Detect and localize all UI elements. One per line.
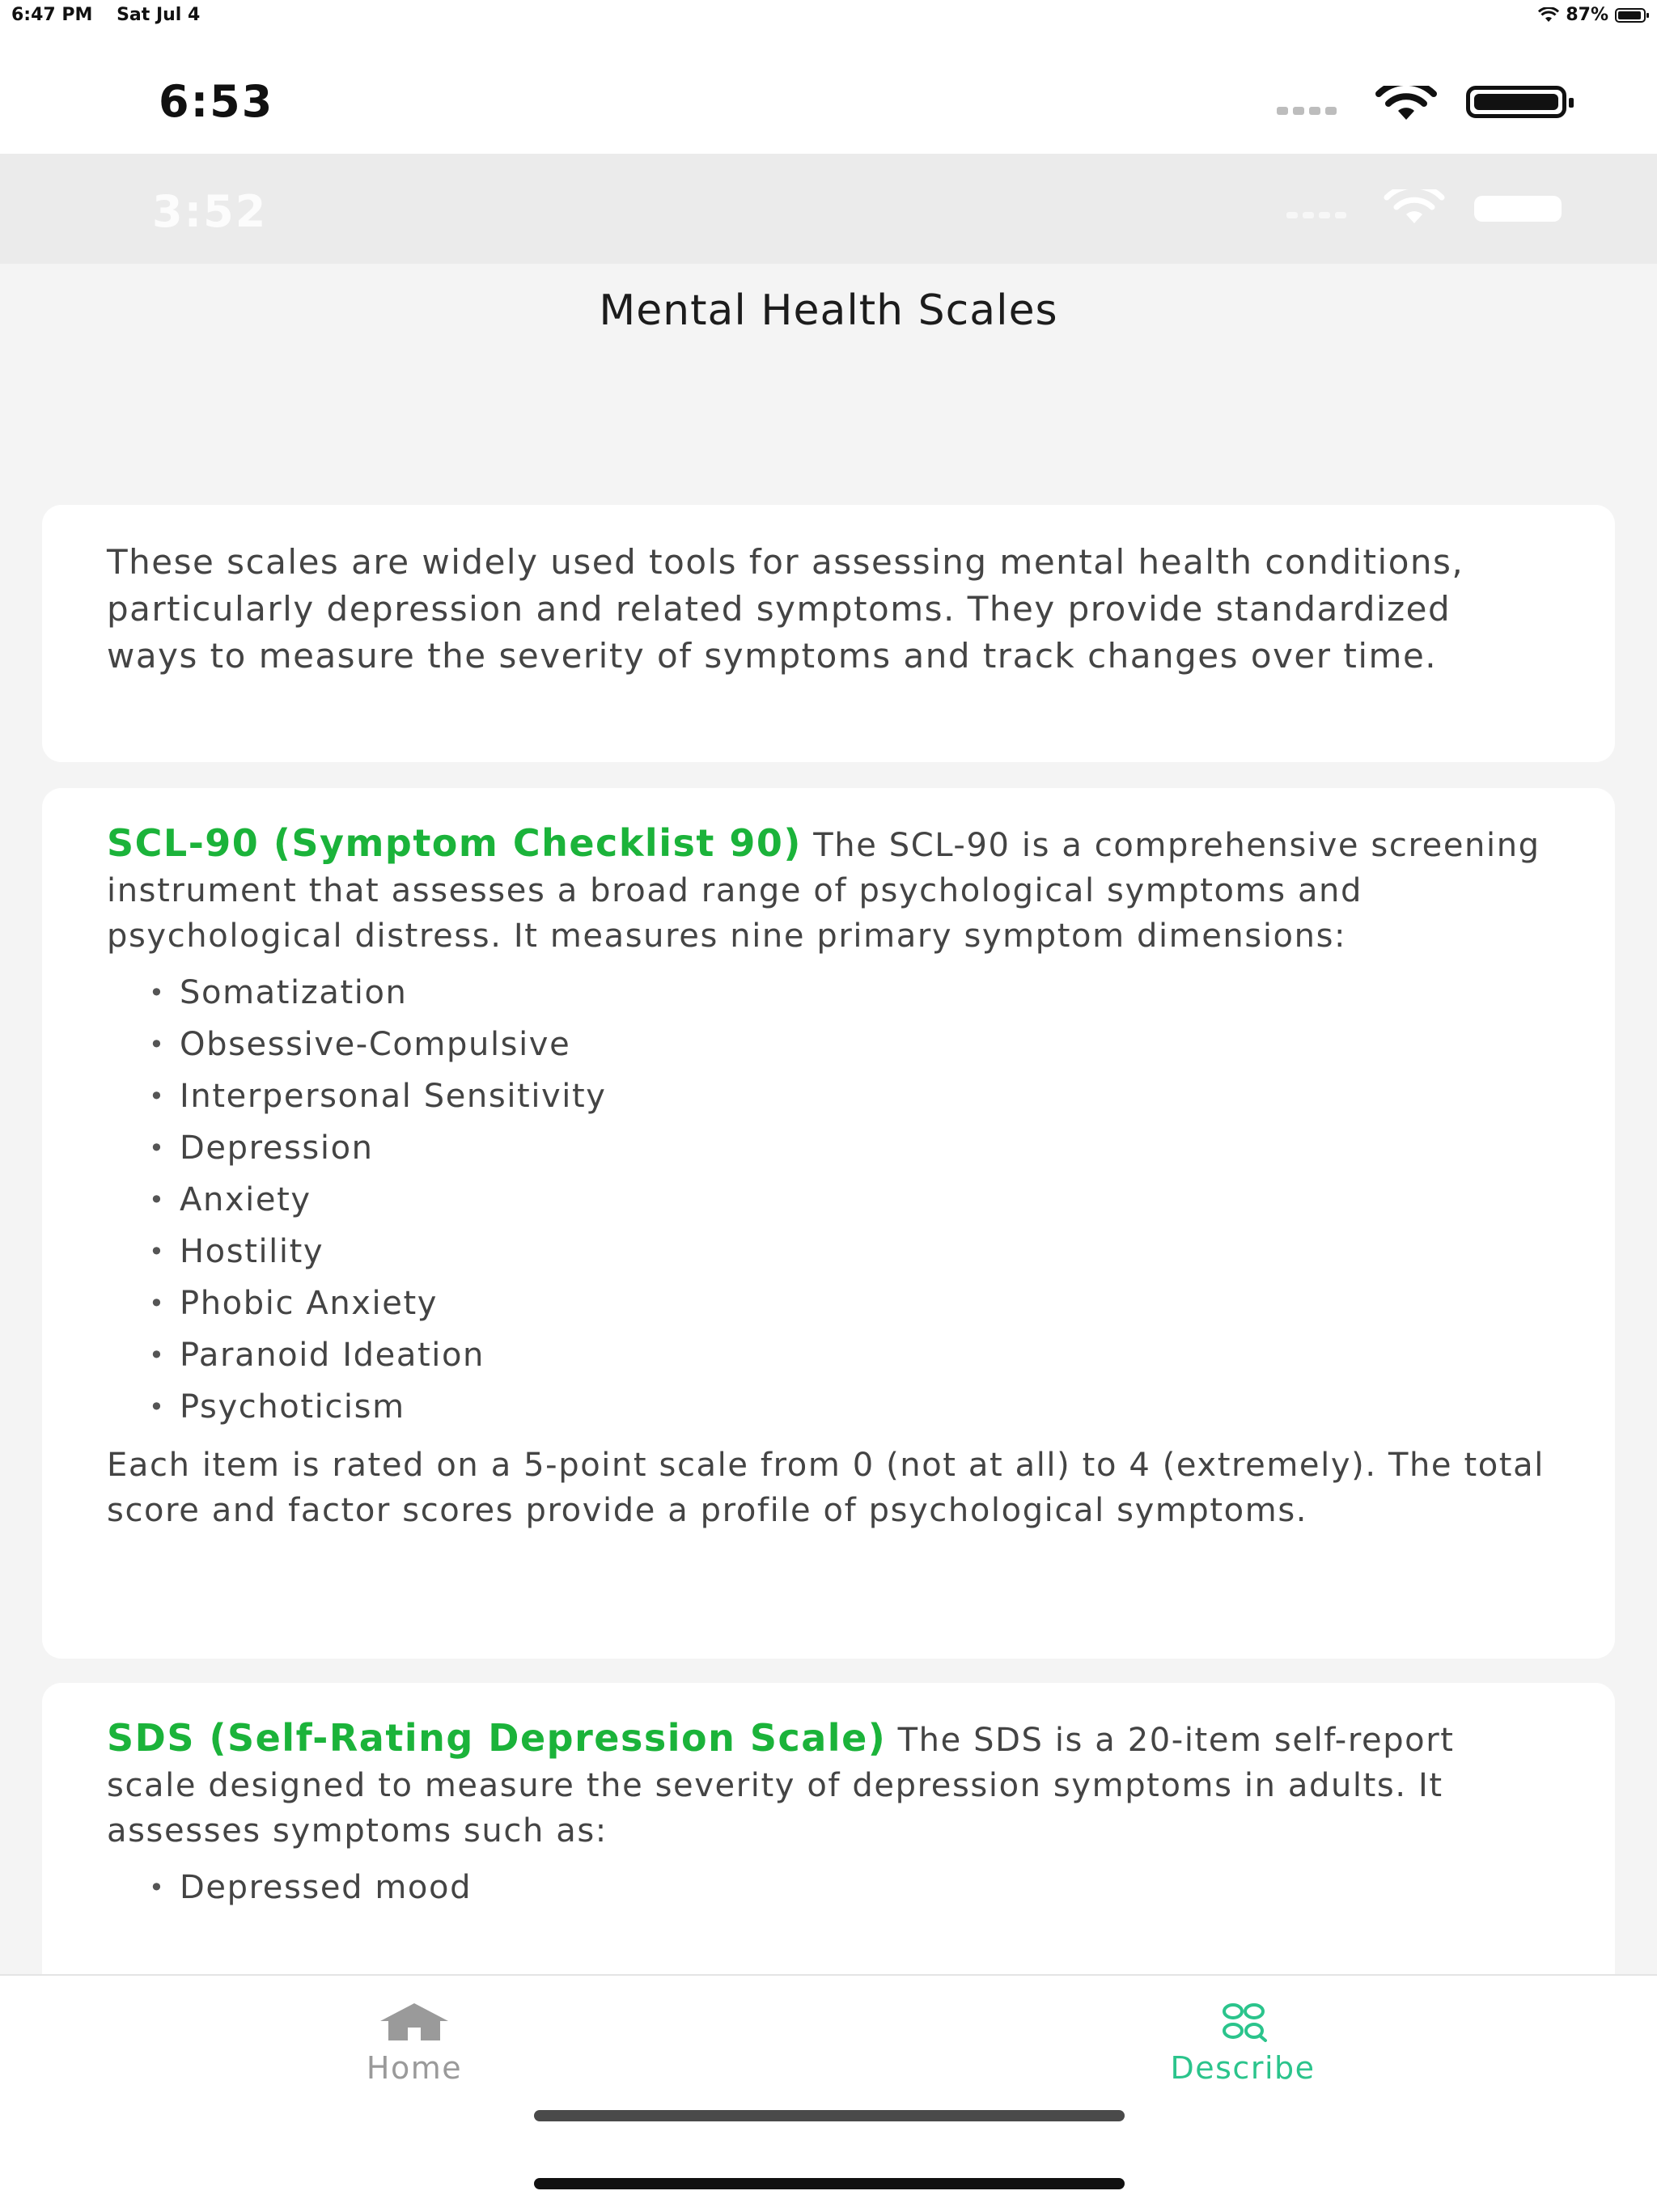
system-status-bar xyxy=(0,0,1657,36)
battery-percent: 87% xyxy=(1566,5,1608,25)
page-title: Mental Health Scales xyxy=(599,286,1058,335)
list-item: • Depressed mood xyxy=(149,1862,1550,1913)
sds-card xyxy=(42,1683,1615,1974)
system-date: Sat Jul 4 xyxy=(117,5,201,25)
list-item: • Depression xyxy=(149,1122,1550,1174)
tab-bar xyxy=(0,1974,1657,2212)
list-item: • Obsessive-Compulsive xyxy=(149,1019,1550,1070)
scl90-heading: SCL-90 (Symptom Checklist 90) xyxy=(107,821,802,865)
list-item: • Anxiety xyxy=(149,1174,1550,1226)
ghost-status-bar xyxy=(0,154,1657,264)
battery-icon xyxy=(1466,86,1566,118)
wifi-icon xyxy=(1374,86,1439,121)
list-item: • Interpersonal Sensitivity xyxy=(149,1070,1550,1122)
scl90-card xyxy=(42,788,1615,1659)
tab-describe[interactable] xyxy=(1138,2000,1348,2086)
list-item: • Psychoticism xyxy=(149,1381,1550,1433)
battery-icon xyxy=(1474,196,1562,222)
describe-grid-icon xyxy=(1206,2000,1280,2042)
sds-symptom-list xyxy=(107,1862,1550,1913)
intro-card xyxy=(42,505,1615,762)
sds-description: The SDS is a 20-item self-report scale designed to measure the severity of depression symptoms in adults. It assesses symptoms such as: xyxy=(107,1722,1455,1850)
scl90-dimension-list xyxy=(107,967,1550,1433)
list-item: • Paranoid Ideation xyxy=(149,1329,1550,1381)
home-icon xyxy=(377,2000,451,2042)
cellular-signal-icon xyxy=(1286,212,1346,218)
scl90-footer: Each item is rated on a 5-point scale from 0 (not at all) to 4 (extremely). The total score and factor scores provide a profile of psychological symptoms. xyxy=(107,1447,1545,1529)
sds-heading: SDS (Self-Rating Depression Scale) xyxy=(107,1716,887,1760)
list-item: • Somatization xyxy=(149,967,1550,1019)
list-item: • Phobic Anxiety xyxy=(149,1278,1550,1329)
cellular-signal-icon xyxy=(1277,107,1337,115)
ghost-status-time: 3:52 xyxy=(152,186,268,237)
app-status-time: 6:53 xyxy=(159,76,274,127)
home-indicator[interactable] xyxy=(534,2110,1125,2121)
scroll-content[interactable] xyxy=(0,485,1657,1974)
wifi-icon xyxy=(1538,7,1559,23)
scl90-paragraph xyxy=(107,820,1550,959)
tab-home-label: Home xyxy=(366,2050,463,2086)
home-indicator[interactable] xyxy=(534,2178,1125,2189)
battery-icon xyxy=(1615,8,1646,23)
intro-text: These scales are widely used tools for assessing mental health conditions, particularly depression and related symptoms. They provide standardized ways to measure the severity of symptoms and track changes over time. xyxy=(107,542,1464,676)
list-item: • Hostility xyxy=(149,1226,1550,1278)
wifi-icon xyxy=(1382,189,1447,225)
scl90-description: The SCL-90 is a comprehensive screening instrument that assesses a broad range of psychological symptoms and psychological distress. It measures nine primary symptom dimensions: xyxy=(107,827,1540,955)
app-status-bar xyxy=(0,36,1657,154)
tab-describe-label: Describe xyxy=(1170,2050,1316,2086)
system-time: 6:47 PM xyxy=(11,5,93,25)
tab-home[interactable] xyxy=(309,2000,519,2086)
sds-paragraph xyxy=(107,1715,1550,1854)
